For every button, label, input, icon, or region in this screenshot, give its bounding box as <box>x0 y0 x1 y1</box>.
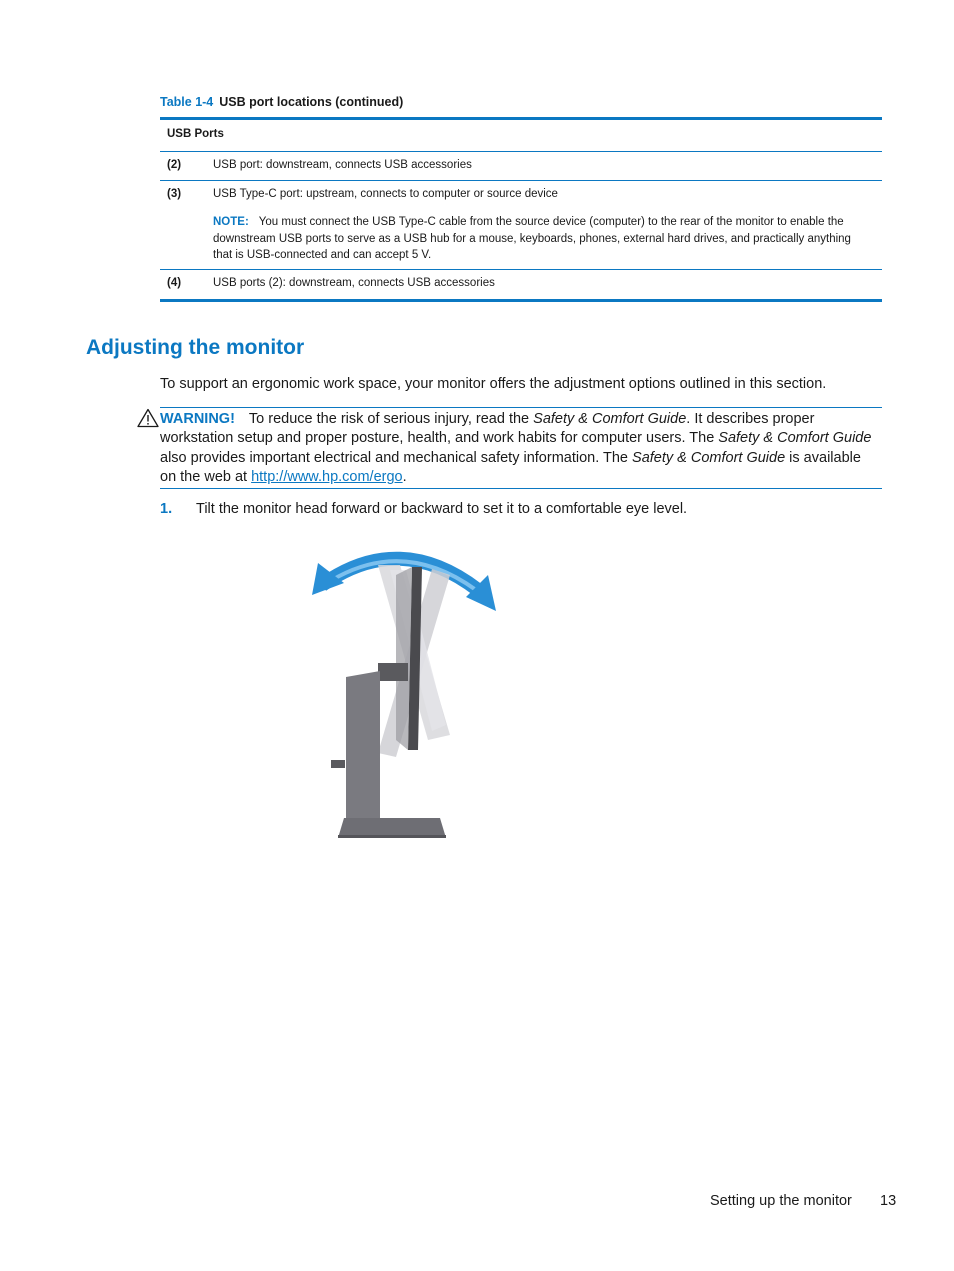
warning-text-part: . It describes proper workstation setup and proper posture, health, and work habits for computer users. The <box>160 411 815 447</box>
warning-label: WARNING! <box>160 411 235 427</box>
table-note <box>213 214 873 264</box>
guide-title: Safety & Comfort Guide <box>718 430 872 447</box>
monitor-tilt-illustration <box>300 535 510 845</box>
warning-text <box>160 410 875 487</box>
table-bottom-rule <box>160 299 882 302</box>
table-row-key: (2) <box>167 159 182 171</box>
guide-title: Safety & Comfort Guide <box>533 411 687 427</box>
note-text: You must connect the USB Type-C cable from the source device (computer) to the rear of the monitor to enable the downstream USB ports to serve as a USB hub for a mouse, keyboards, phones, external hard drives, and practically anything that is USB-connected and can accept 5 V. <box>213 216 851 261</box>
table-row-key: (3) <box>167 188 182 200</box>
table-row-value: USB ports (2): downstream, connects USB accessories <box>213 277 495 289</box>
table-row-value: USB port: downstream, connects USB accessories <box>213 159 472 171</box>
guide-title: Safety & Comfort Guide <box>632 449 786 466</box>
table-header: USB Ports <box>167 128 224 140</box>
section-heading: Adjusting the monitor <box>86 336 305 359</box>
table-row-rule <box>160 180 882 181</box>
table-caption <box>160 95 403 109</box>
step-text: Tilt the monitor head forward or backward to set it to a comfortable eye level. <box>196 501 688 517</box>
table-row-key: (4) <box>167 277 182 289</box>
warning-triangle-icon <box>137 408 159 428</box>
warning-text-part: also provides important electrical and mechanical safety information. The <box>160 449 633 466</box>
note-label: NOTE: <box>213 216 249 228</box>
table-caption-title: USB port locations (continued) <box>219 95 404 109</box>
step-number: 1. <box>160 501 173 517</box>
table-caption-number: Table 1-4 <box>160 95 214 109</box>
table-top-rule <box>160 117 882 120</box>
ergo-link[interactable]: http://www.hp.com/ergo <box>251 468 403 485</box>
intro-paragraph: To support an ergonomic work space, your monitor offers the adjustment options outlined in this section. <box>160 376 827 392</box>
table-header-rule <box>160 151 882 152</box>
warning-text-part: . <box>402 468 407 485</box>
table-row-value: USB Type-C port: upstream, connects to computer or source device <box>213 188 558 200</box>
footer-chapter-title: Setting up the monitor <box>710 1193 852 1209</box>
warning-text-part: is available on the web at <box>160 449 861 485</box>
warning-text-part: To reduce the risk of serious injury, read the <box>248 411 534 427</box>
page-number: 13 <box>880 1193 897 1209</box>
table-row-rule <box>160 269 882 270</box>
